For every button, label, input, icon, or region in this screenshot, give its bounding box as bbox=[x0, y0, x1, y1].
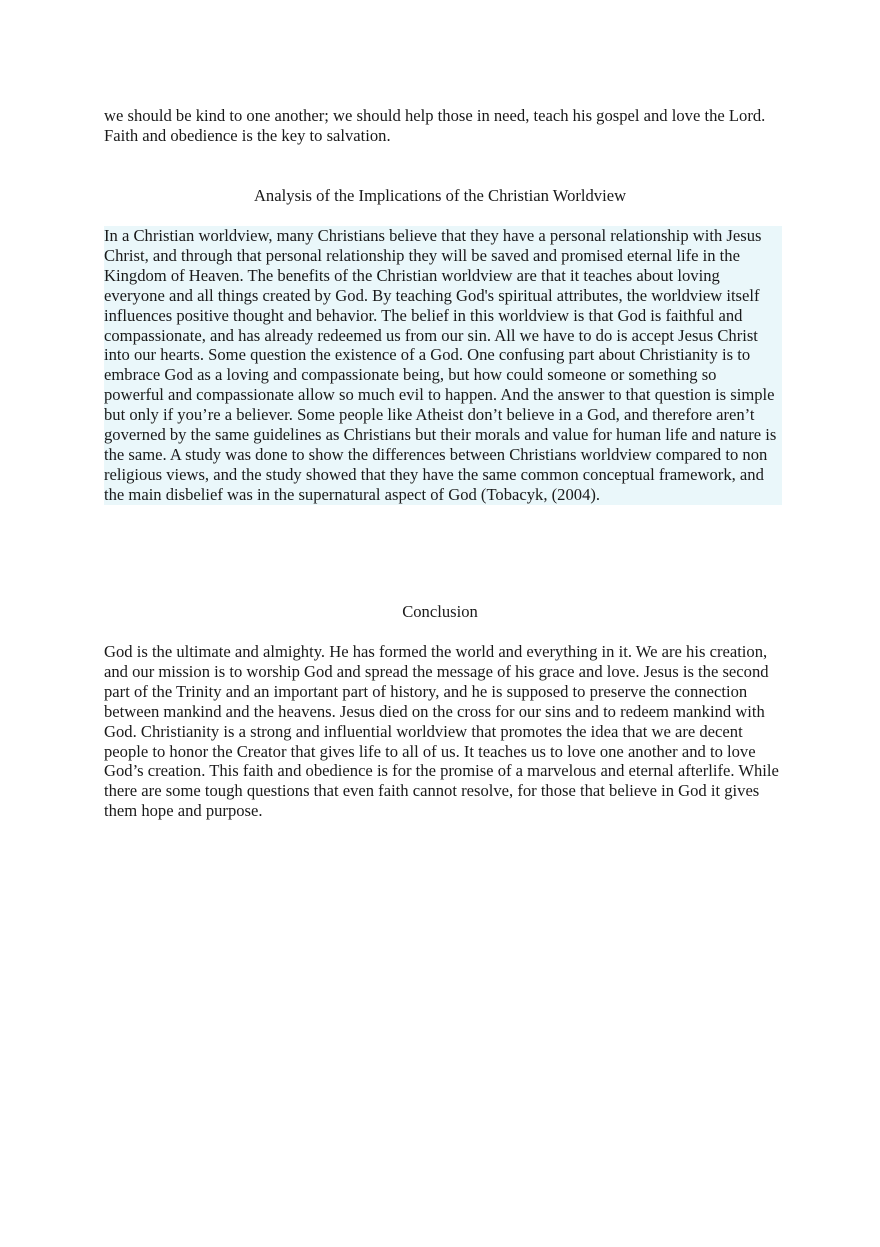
conclusion-heading: Conclusion bbox=[402, 602, 478, 621]
analysis-heading: Analysis of the Implications of the Christian Worldview bbox=[253, 186, 627, 205]
analysis-paragraph: In a Christian worldview, many Christians believe that they have a personal relationship with Jesus Christ, and through that personal relationship they will be saved and promised eternal life in the Kingdom of Heaven. The benefits of the Christian worldview are that it teaches about loving everyone and all things created by God. By teaching God's spiritual attributes, the worldview itself influences positive thought and behavior. The belief in this worldview is that God is faithful and compassionate, and has already redeemed us from our sin. All we have to do is accept Jesus Christ into our hearts. Some question the existence of a God. One confusing part about Christianity is to embrace God as a loving and compassionate being, but how could someone or something so powerful and compassionate allow so much evil to happen. And the answer to that question is simple but only if you’re a believer. Some people like Atheist don’t believe in a God, and therefore aren’t governed by the same guidelines as Christians but their morals and value for human life and nature is the same. A study was done to show the differences between Christians worldview compared to non religious views, and the study showed that they have the same common conceptual framework, and the main disbelief was in the supernatural aspect of God (Tobacyk, (2004). bbox=[104, 226, 782, 505]
conclusion-paragraph: God is the ultimate and almighty. He has formed the world and everything in it. We are his creation, and our mission is to worship God and spread the message of his grace and love. Jesus is the second part of the Trinity and an important part of history, and he is supposed to preserve the connection between mankind and the heavens. Jesus died on the cross for our sins and to redeem mankind with God. Christianity is a strong and influential worldview that promotes the idea that we are decent people to honor the Creator that gives life to all of us. It teaches us to love one another and to love God’s creation. This faith and obedience is for the promise of a marvelous and eternal afterlife. While there are some tough questions that even faith cannot resolve, for those that believe in God it gives them hope and purpose. bbox=[104, 642, 779, 821]
intro-paragraph: we should be kind to one another; we should help those in need, teach his gospel and love the Lord. Faith and obedience is the key to salvation. bbox=[104, 106, 766, 145]
